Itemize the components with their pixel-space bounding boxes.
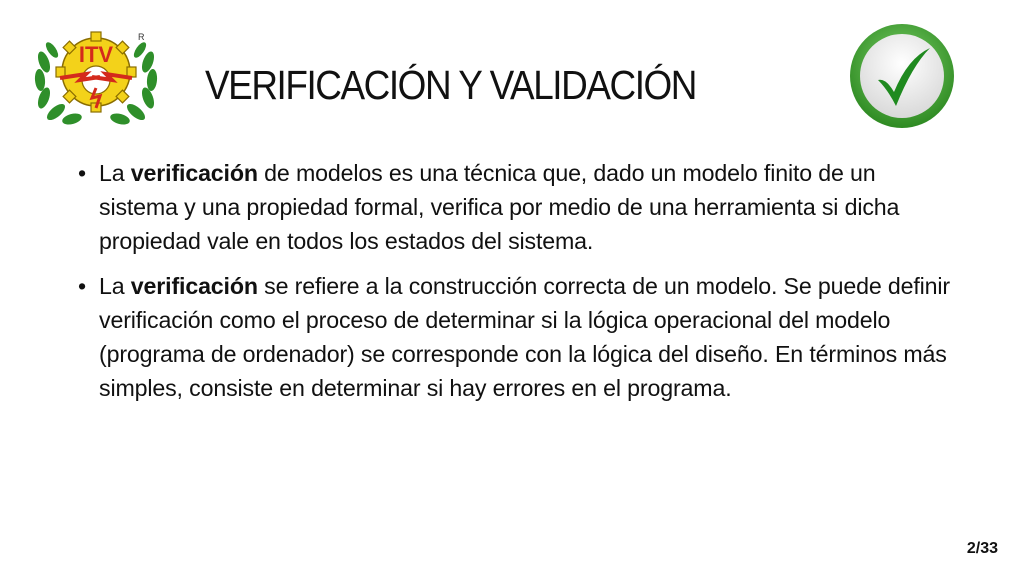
- logo-text: ITV: [78, 42, 114, 67]
- bullet-item: [78, 269, 958, 405]
- bullet-bold: verificación: [130, 160, 258, 186]
- slide-content: [78, 156, 958, 416]
- bullet-lead: La: [99, 160, 131, 186]
- bullet-text: se refiere a la construcción correcta de un modelo. Se puede definir verificación como el proceso de determinar si la lógica operacional del modelo (programa de ordenador) se corresponde con la lógica del diseño. En términos más simples, consiste en determinar si hay errores en el programa.: [99, 273, 951, 401]
- bullet-bold: verificación: [130, 273, 258, 299]
- bullet-item: [78, 156, 958, 258]
- bullet-marker: •: [78, 160, 86, 186]
- bullet-list: [78, 156, 958, 405]
- slide-title: VERIFICACIÓN Y VALIDACIÓN: [205, 62, 696, 108]
- bullet-marker: •: [78, 273, 86, 299]
- bullet-text: de modelos es una técnica que, dado un modelo finito de un sistema y una propiedad formal, verifica por medio de una herramienta si dicha propiedad vale en todos los estados del sistema.: [99, 160, 900, 254]
- registered-mark: R: [138, 32, 145, 42]
- page-number: 2/33: [966, 540, 998, 557]
- bullet-lead: La: [99, 273, 131, 299]
- checkmark-icon: [846, 20, 958, 132]
